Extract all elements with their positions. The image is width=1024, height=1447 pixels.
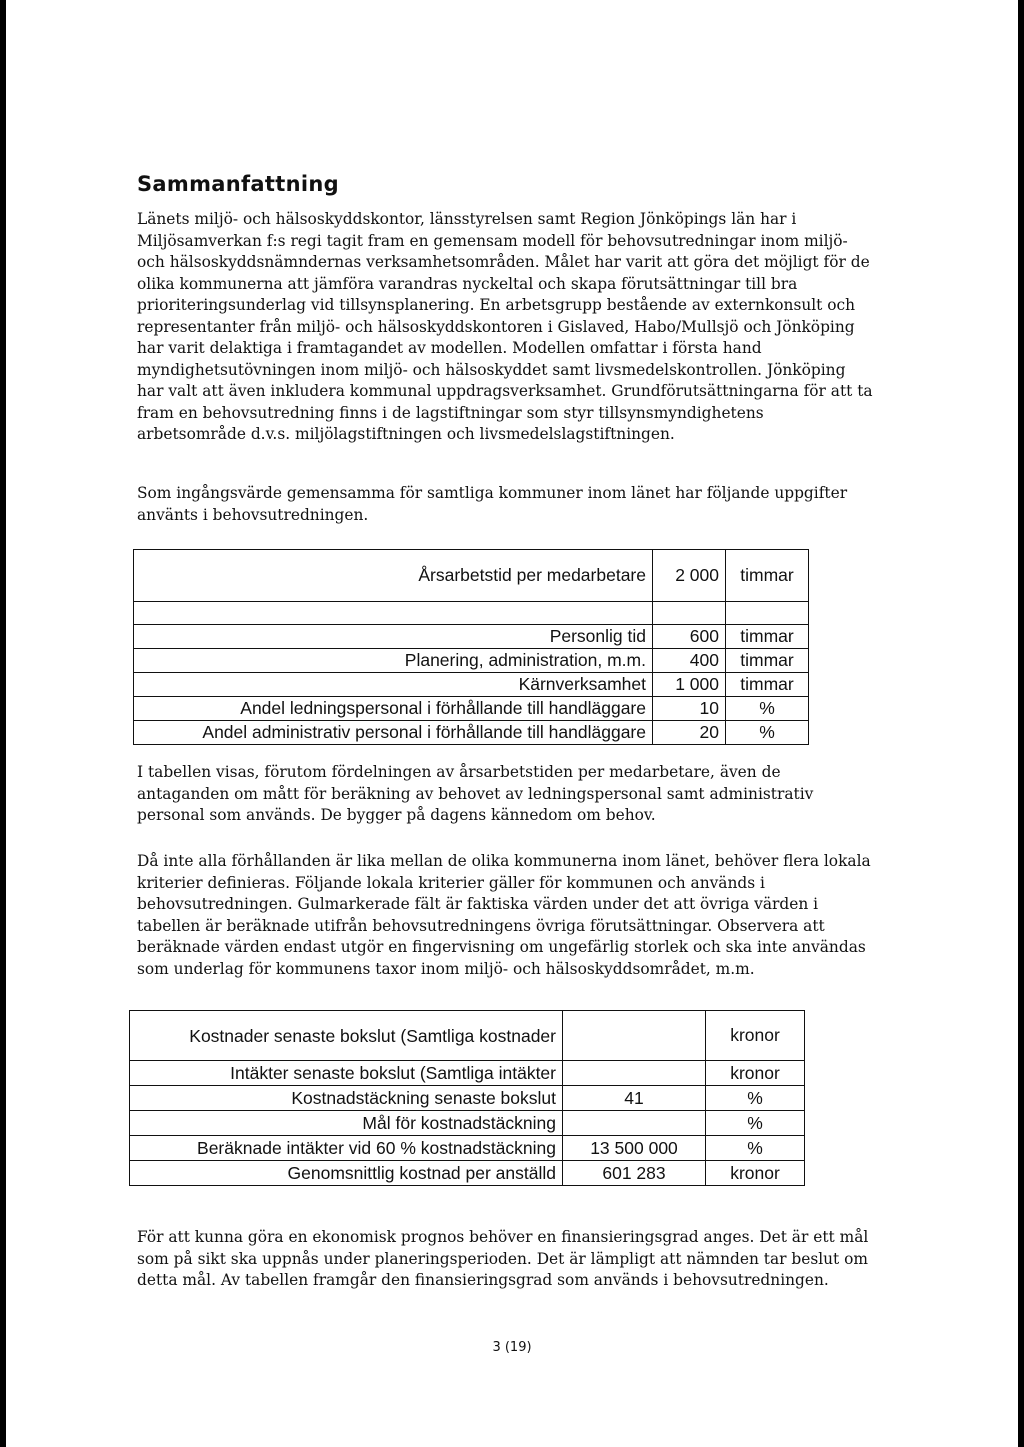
table-value-cell: 10 xyxy=(653,697,726,721)
table-unit-cell: % xyxy=(706,1136,805,1161)
table-explanation-paragraph: I tabellen visas, förutom fördelningen av årsarbetstiden per medarbetare, även de antaganden om mått för beräkning av behovet av ledningspersonal samt administrativ personal som används. De bygger på dagens kännedom om behov. xyxy=(137,763,814,824)
table-label-cell: Andel ledningspersonal i förhållande till handläggare xyxy=(134,697,653,721)
table-unit-cell: timmar xyxy=(726,649,809,673)
table-row xyxy=(134,625,809,649)
table-unit-cell: timmar xyxy=(726,625,809,649)
table-label-cell: Kostnadstäckning senaste bokslut xyxy=(130,1086,563,1111)
table-label-cell: Kärnverksamhet xyxy=(134,673,653,697)
table-label-cell: Andel administrativ personal i förhållande till handläggare xyxy=(134,721,653,745)
section-heading: Sammanfattning xyxy=(137,172,339,196)
table-label-cell: Personlig tid xyxy=(134,625,653,649)
table-value-cell: 1 000 xyxy=(653,673,726,697)
table-row xyxy=(134,649,809,673)
table-label-cell: Intäkter senaste bokslut (Samtliga intäkter xyxy=(130,1061,563,1086)
work-time-table xyxy=(133,549,809,745)
table-unit-cell: % xyxy=(726,721,809,745)
table-unit-cell: kronor xyxy=(706,1161,805,1186)
table-value-cell xyxy=(563,1011,706,1061)
table-unit-cell: kronor xyxy=(706,1061,805,1086)
table-row xyxy=(134,550,809,602)
table-unit-cell: timmar xyxy=(726,673,809,697)
table-row xyxy=(130,1061,805,1086)
table-row xyxy=(130,1086,805,1111)
local-criteria-table xyxy=(129,1010,805,1186)
table-unit-cell: kronor xyxy=(706,1011,805,1061)
table-row xyxy=(130,1136,805,1161)
table-row xyxy=(134,721,809,745)
table-spacer-row xyxy=(134,602,809,625)
table-value-cell xyxy=(563,1111,706,1136)
table-value-cell: 13 500 000 xyxy=(563,1136,706,1161)
table-value-cell: 41 xyxy=(563,1086,706,1111)
table-label-cell: Genomsnittlig kostnad per anställd xyxy=(130,1161,563,1186)
table-value-cell: 600 xyxy=(653,625,726,649)
table-row xyxy=(134,673,809,697)
table-label-cell: Planering, administration, m.m. xyxy=(134,649,653,673)
table-unit-cell: timmar xyxy=(726,550,809,602)
table-value-cell: 400 xyxy=(653,649,726,673)
table-row xyxy=(134,697,809,721)
table-label-cell: Beräknade intäkter vid 60 % kostnadstäckning xyxy=(130,1136,563,1161)
summary-paragraph: Länets miljö- och hälsoskyddskontor, länsstyrelsen samt Region Jönköpings län har i Miljösamverkan f:s regi tagit fram en gemensam modell för behovsutredningar inom miljö- och hälsoskyddsnämndernas verksamhetsområden. Målet har varit att göra det möjligt för de olika kommunerna att jämföra varandras nyckeltal och skapa förutsättningar till bra prioriteringsunderlag vid tillsynsplanering. En arbetsgrupp bestående av externkonsult och representanter från miljö- och hälsoskyddskontoren i Gislaved, Habo/Mullsjö och Jönköping har varit delaktiga i framtagandet av modellen. Modellen omfattar i första hand myndighetsutövningen inom miljö- och hälsoskyddet samt livsmedelskontrollen. Jönköping har valt att även inkludera kommunal uppdragsverksamhet. Grundförutsättningarna för att ta fram en behovsutredning finns i de lagstiftningar som styr tillsynsmyndighetens arbetsområde d.v.s. miljölagstiftningen och livsmedelslagstiftningen. xyxy=(137,210,873,443)
table-value-cell: 20 xyxy=(653,721,726,745)
table-label-cell: Mål för kostnadstäckning xyxy=(130,1111,563,1136)
table-row xyxy=(130,1011,805,1061)
local-criteria-paragraph: Då inte alla förhållanden är lika mellan de olika kommunerna inom länet, behöver flera lokala kriterier definieras. Följande lokala kriterier gäller för kommunen och används i behovsutredningen. Gulmarkerade fält är faktiska värden under det att övriga värden i tabellen är beräknade utifrån behovsutredningens övriga förutsättningar. Observera att beräknade värden endast utgör en fingervisning om ungefärlig storlek och ska inte användas som underlag för kommunens taxor inom miljö- och hälsoskyddsområdet, m.m. xyxy=(137,852,871,978)
table-unit-cell: % xyxy=(726,697,809,721)
table-row xyxy=(130,1161,805,1186)
table-value-cell xyxy=(563,1061,706,1086)
table-value-cell: 2 000 xyxy=(653,550,726,602)
page-number: 3 (19) xyxy=(492,1340,532,1355)
table-label-cell: Kostnader senaste bokslut (Samtliga kostnader xyxy=(130,1011,563,1061)
table-value-cell: 601 283 xyxy=(563,1161,706,1186)
financing-paragraph: För att kunna göra en ekonomisk prognos behöver en finansieringsgrad anges. Det är ett mål som på sikt ska uppnås under planeringsperioden. Det är lämpligt att nämnden tar beslut om detta mål. Av tabellen framgår den finansieringsgrad som används i behovsutredningen. xyxy=(137,1228,869,1289)
table-unit-cell: % xyxy=(706,1086,805,1111)
input-values-paragraph: Som ingångsvärde gemensamma för samtliga kommuner inom länet har följande uppgifter använts i behovsutredningen. xyxy=(137,484,848,524)
table-row xyxy=(130,1111,805,1136)
table-unit-cell: % xyxy=(706,1111,805,1136)
table-label-cell: Årsarbetstid per medarbetare xyxy=(134,550,653,602)
